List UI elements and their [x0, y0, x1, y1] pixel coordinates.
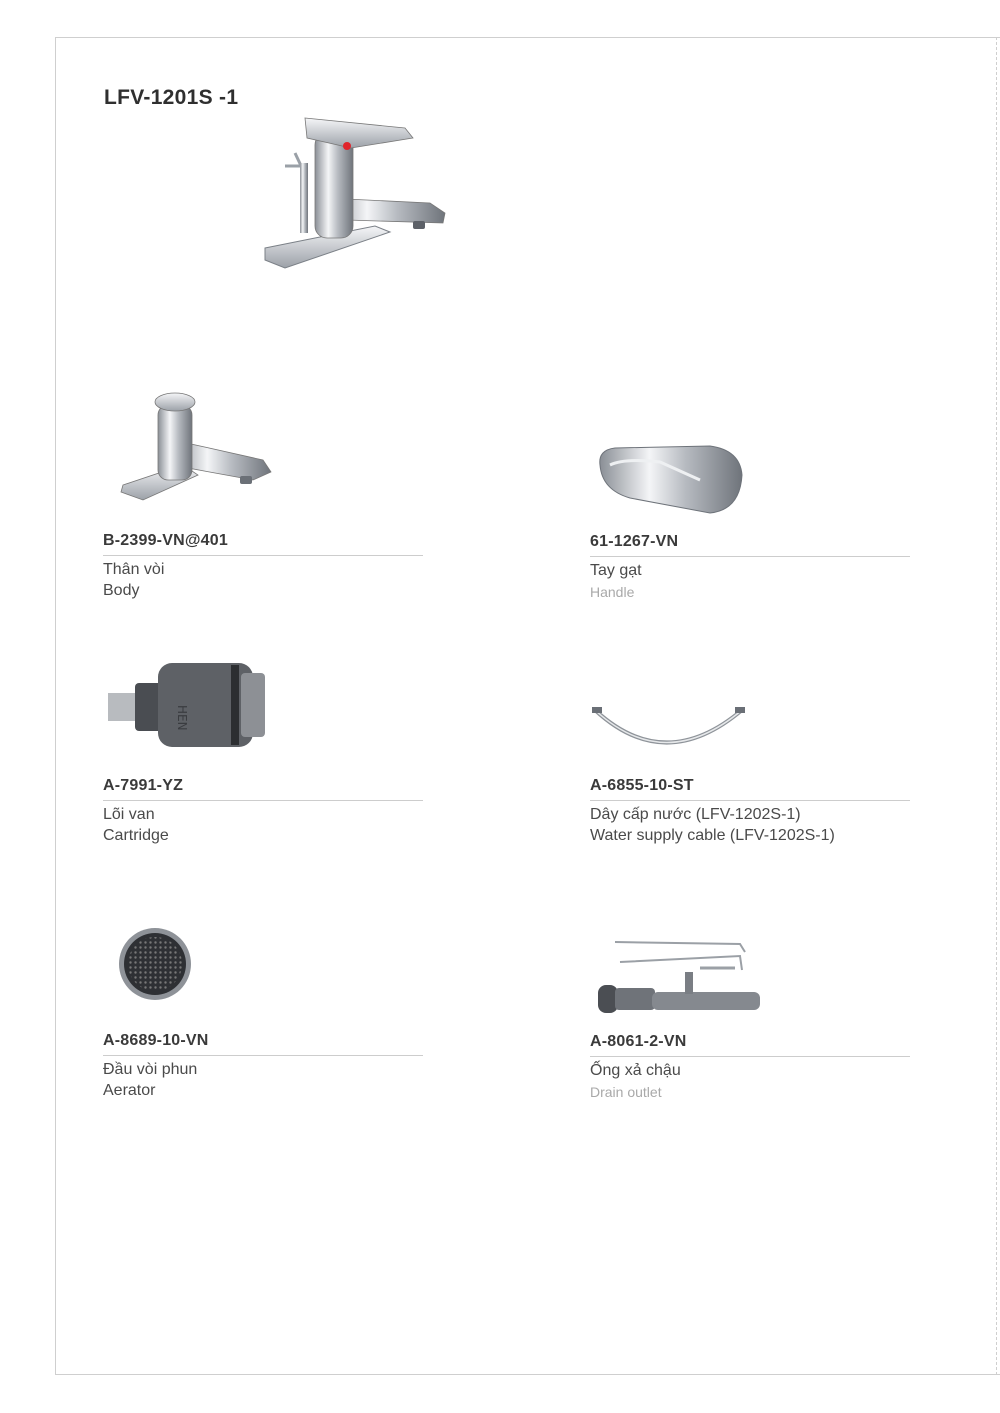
page-edge-dashes — [996, 37, 997, 1375]
part-code: A-8061-2-VN — [590, 1033, 687, 1050]
part-image — [103, 655, 423, 755]
handle-icon — [590, 380, 750, 520]
part-name-en: Aerator — [103, 1082, 156, 1099]
part-name-en: Drain outlet — [590, 1084, 662, 1100]
divider — [590, 800, 910, 801]
part-code: A-7991-YZ — [103, 777, 184, 794]
part-item-drain-outlet — [590, 930, 910, 1130]
part-name-vi: Đầu vòi phun — [103, 1061, 198, 1078]
part-image — [103, 910, 423, 1015]
part-item-aerator — [103, 910, 423, 1110]
cartridge-icon — [103, 655, 273, 755]
part-image — [590, 380, 910, 520]
part-name-en: Body — [103, 582, 140, 599]
part-code: A-6855-10-ST — [590, 777, 694, 794]
divider — [103, 800, 423, 801]
faucet-icon — [255, 108, 455, 276]
divider — [103, 555, 423, 556]
svg-text:HEN: HEN — [175, 705, 189, 731]
part-name-vi: Ống xả chậu — [590, 1062, 681, 1079]
part-item-body — [103, 380, 423, 610]
part-image — [590, 930, 910, 1030]
part-name-vi: Tay gạt — [590, 562, 642, 579]
water-supply-cable-icon — [590, 655, 760, 755]
part-image — [590, 655, 910, 755]
part-item-handle — [590, 380, 910, 610]
part-code: 61-1267-VN — [590, 533, 679, 550]
part-name-en: Handle — [590, 584, 635, 600]
divider — [103, 1055, 423, 1056]
divider — [590, 1056, 910, 1057]
part-item-water-supply-cable — [590, 655, 910, 855]
part-name-en: Cartridge — [103, 827, 169, 844]
drain-outlet-icon — [590, 930, 770, 1030]
divider — [590, 556, 910, 557]
part-image — [103, 380, 423, 510]
model-title: LFV-1201S -1 — [104, 86, 239, 109]
part-name-vi: Lõi van — [103, 806, 155, 823]
part-item-cartridge — [103, 655, 423, 855]
part-name-vi: Thân vòi — [103, 561, 165, 578]
part-code: A-8689-10-VN — [103, 1032, 209, 1049]
part-code: B-2399-VN@401 — [103, 532, 228, 549]
part-name-vi: Dây cấp nước (LFV-1202S-1) — [590, 806, 801, 823]
faucet-product-image — [255, 108, 455, 276]
part-name-en: Water supply cable (LFV-1202S-1) — [590, 827, 835, 844]
faucet-body-icon — [103, 380, 273, 510]
aerator-icon — [103, 910, 273, 1015]
